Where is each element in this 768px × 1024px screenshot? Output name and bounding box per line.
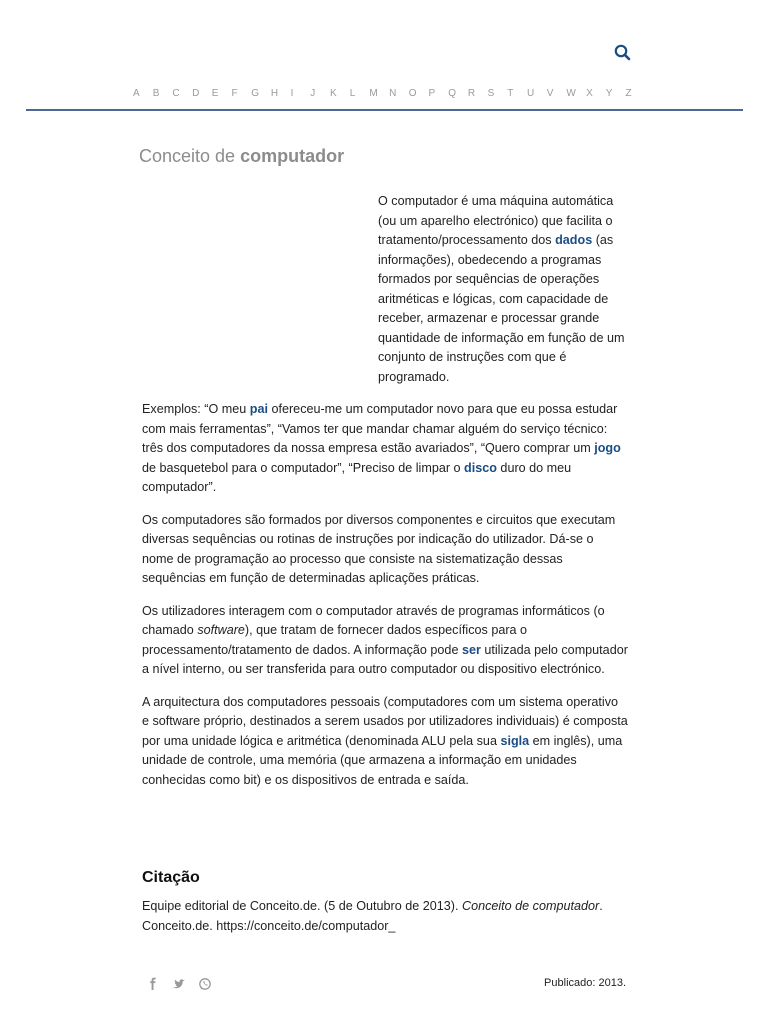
link-dados[interactable]: dados [555,233,593,247]
alphabet-letter-c[interactable]: C [172,88,180,99]
text: ofereceu-me um computador novo para que eu possa estudar com mais ferramentas”, “Vamos ter que mandar chamar alguém do serviço técnico: três dos computadores da nossa empresa estão avariados”, “Quero comprar um [142,402,618,455]
text-emphasis: software [197,623,245,637]
link-ser[interactable]: ser [461,642,481,657]
text-emphasis: Conceito de computador [461,899,600,913]
title-term: computador [240,146,345,166]
alphabet-letter-v[interactable]: V [546,88,554,99]
text: Exemplos: “O meu [142,402,250,416]
alphabet-letter-j[interactable]: J [310,88,316,99]
whatsapp-icon[interactable] [198,977,212,991]
alphabet-letter-u[interactable]: U [527,88,535,99]
search-icon[interactable] [612,42,634,64]
alphabet-letter-h[interactable]: H [270,88,279,99]
ad-placeholder [142,192,378,376]
alphabet-letter-k[interactable]: K [330,88,337,99]
alphabet-letter-a[interactable]: A [133,88,140,99]
twitter-icon[interactable] [172,977,186,991]
link-sigla[interactable]: sigla [500,733,530,748]
alphabet-letter-s[interactable]: S [487,88,495,99]
published-date: Publicado: 2013. [544,977,626,989]
paragraph-4 [142,602,628,680]
text: de basquetebol para o computador”, “Preciso de limpar o [142,460,465,475]
text: O computador é uma máquina automática (ou um aparelho electrónico) que facilita o tratamento/processamento dos [378,194,614,247]
text: Equipe editorial de Conceito.de. (5 de Outubro de 2013). [142,899,462,913]
alphabet-letter-p[interactable]: P [428,88,436,99]
alphabet-letter-z[interactable]: Z [625,88,632,99]
alphabet-letter-f[interactable]: F [231,88,238,99]
paragraph-2 [142,400,628,498]
citation-text [142,897,632,936]
alphabet-letter-o[interactable]: O [408,88,417,99]
text: Os utilizadores interagem com o computador através de programas informáticos (o chamado [142,603,605,637]
alphabet-letter-y[interactable]: Y [605,88,613,99]
text: ), que tratam de fornecer dados específicos para o processamento/tratamento de dados. A informação pode [142,623,528,657]
alphabet-letter-g[interactable]: G [251,88,259,99]
alphabet-letter-n[interactable]: N [389,88,397,99]
citation-heading: Citação [142,869,200,886]
alphabet-letter-t[interactable]: T [507,88,514,99]
alphabet-letter-x[interactable]: X [586,88,593,99]
alphabet-letter-r[interactable]: R [467,88,476,99]
alphabet-letter-w[interactable]: W [566,88,576,99]
text: utilizada pelo computador a nível interno, ou ser transferida para outro computador ou dispositivo electrónico. [142,642,628,676]
text: duro do meu computador”. [142,460,572,494]
text: (as informações), obedecendo a programas formados por sequências de operações aritméticas e lógicas, com capacidade de receber, armazenar e processar grande quantidade de informação em função de um conjunto de instruções com que é programado. [378,233,625,384]
paragraph-5 [142,693,628,791]
link-disco[interactable]: disco [464,460,497,475]
text: . Conceito.de. https://conceito.de/computador_ [142,899,603,933]
text: A arquitectura dos computadores pessoais (computadores com um sistema operativo e software próprio, destinados a serem usados por utilizadores individuais) é composta por uma unidade lógica e aritmética (denominada ALU pela sua [142,694,628,748]
facebook-icon[interactable] [146,977,160,991]
title-prefix: Conceito de [139,146,236,166]
alphabet-letter-d[interactable]: D [192,88,200,99]
page-title [139,146,344,167]
link-pai[interactable]: pai [249,402,268,416]
link-jogo[interactable]: jogo [594,441,621,455]
header-divider [26,109,743,111]
alphabet-letter-e[interactable]: E [211,88,219,99]
alphabet-letter-q[interactable]: Q [448,88,456,99]
alphabet-letter-m[interactable]: M [369,88,378,99]
article-body [142,192,628,803]
alphabet-letter-b[interactable]: B [152,88,160,99]
paragraph-3: Os computadores são formados por diversos componentes e circuitos que executam diversas sequências ou rotinas de instruções por indicação do utilizador. Dá-se o nome de programação ao processo que consiste na sistematização dessas sequências em função de determinadas aplicações práticas. [142,512,616,585]
alphabet-index [126,88,636,104]
alphabet-letter-i[interactable]: I [290,88,294,99]
alphabet-letter-l[interactable]: L [349,88,356,99]
text: em inglês), uma unidade de controle, uma memória (que armazena a informação em unidades conhecidas como bit) e os dispositivos de entrada e saída. [142,733,623,787]
